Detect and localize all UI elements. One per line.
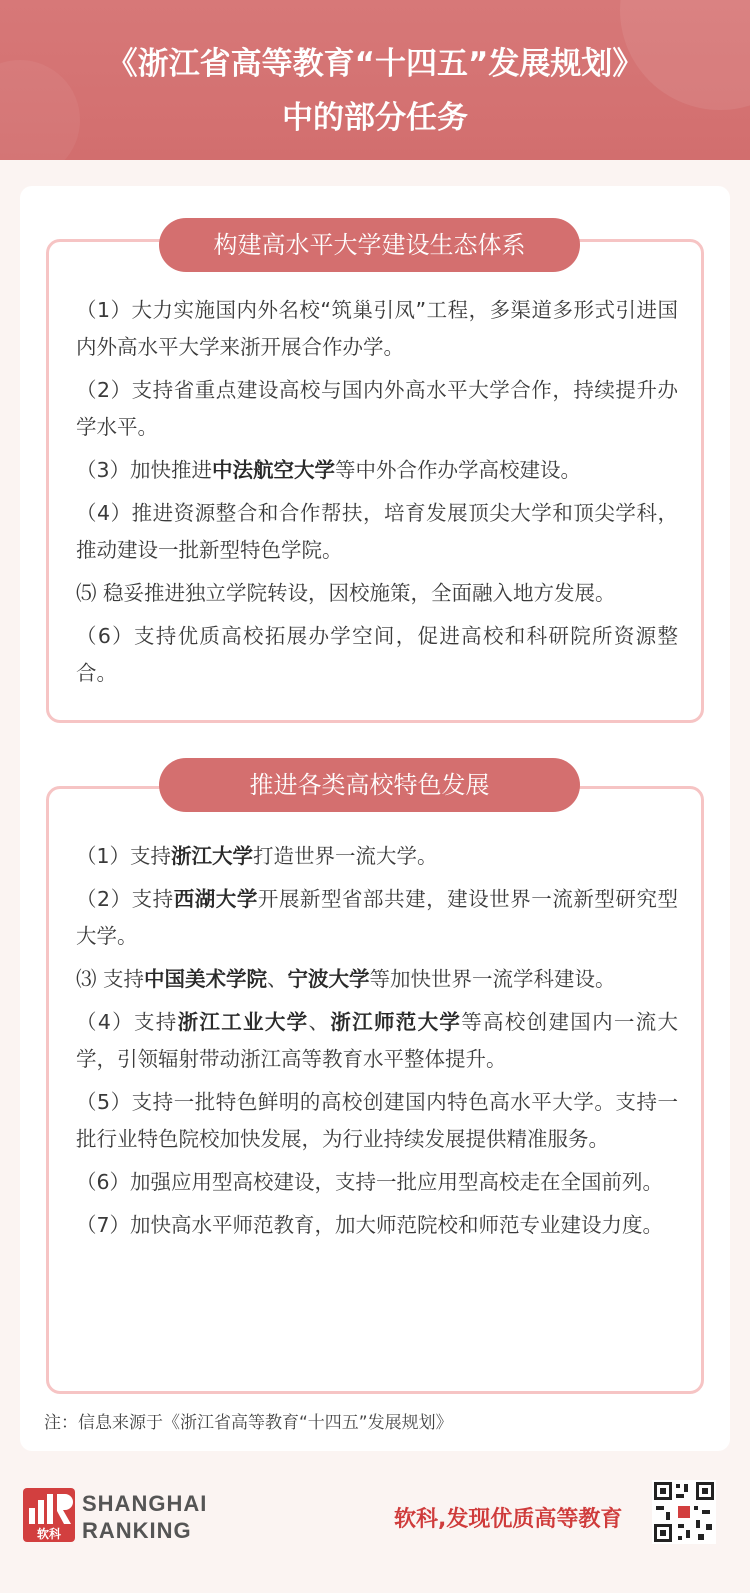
list-item — [76, 961, 678, 998]
list-item — [76, 1164, 678, 1201]
university-name: 浙江工业大学 — [177, 1010, 309, 1034]
list-item — [76, 575, 678, 612]
list-item — [76, 292, 678, 366]
item-text: （3）加快推进 — [76, 458, 213, 482]
list-item — [76, 1207, 678, 1244]
item-text: ⑸ 稳妥推进独立学院转设，因校施策，全面融入地方发展。 — [76, 581, 616, 605]
list-item — [76, 1084, 678, 1158]
item-text: 、 — [308, 1010, 331, 1034]
item-text: （2）支持省重点建设高校与国内外高水平大学合作，持续提升办学水平。 — [76, 378, 678, 439]
item-text: （4）推进资源整合和合作帮扶，培育发展顶尖大学和顶尖学科，推动建设一批新型特色学院。 — [76, 501, 678, 562]
university-name: 宁波大学 — [287, 967, 370, 991]
section-heading-2: 推进各类高校特色发展 — [159, 758, 580, 812]
university-name: 浙江师范大学 — [330, 1010, 462, 1034]
item-text: 打造世界一流大学。 — [253, 844, 438, 868]
item-text: （4）支持 — [76, 1010, 178, 1034]
item-text: （2）支持 — [76, 887, 174, 911]
slogan: 软科,发现优质高等教育 — [394, 1507, 623, 1532]
list-item — [76, 618, 678, 692]
item-text: 、 — [267, 967, 288, 991]
item-text: （5）支持一批特色鲜明的高校创建国内特色高水平大学。支持一批行业特色院校加快发展，为行业持续发展提供精准服务。 — [76, 1090, 678, 1151]
list-item — [76, 452, 678, 489]
item-text: 等加快世界一流学科建设。 — [369, 967, 616, 991]
item-text: （1）大力实施国内外名校“筑巢引凤”工程，多渠道多形式引进国内外高水平大学来浙开展合作办学。 — [76, 298, 678, 359]
qr-code-icon — [652, 1480, 716, 1544]
item-text: （1）支持 — [76, 844, 172, 868]
header-banner — [0, 0, 750, 160]
section-items-2 — [76, 838, 678, 1250]
university-name: 中国美术学院 — [144, 967, 268, 991]
brand-line2: RANKING — [82, 1518, 192, 1543]
page-title-line2: 中的部分任务 — [282, 100, 468, 136]
university-name: 浙江大学 — [171, 844, 254, 868]
item-text: （7）加快高水平师范教育，加大师范院校和师范专业建设力度。 — [76, 1213, 664, 1237]
university-name: 中法航空大学 — [212, 458, 336, 482]
logo-text: 软科 — [36, 1527, 62, 1541]
list-item — [76, 838, 678, 875]
list-item — [76, 881, 678, 955]
source-note: 注：信息来源于《浙江省高等教育“十四五”发展规划》 — [44, 1413, 453, 1433]
shanghai-ranking-logo — [23, 1488, 75, 1542]
item-text: 开展新型省部共建，建设世界一流新型研究型大学。 — [76, 887, 679, 948]
list-item — [76, 1004, 678, 1078]
item-text: 等高校创建国内一流大学，引领辐射带动浙江高等教育水平整体提升。 — [76, 1010, 679, 1071]
brand-line1: SHANGHAI — [82, 1491, 208, 1516]
page-title-line1: 《浙江省高等教育“十四五”发展规划》 — [106, 46, 644, 82]
item-text: 等中外合作办学高校建设。 — [335, 458, 582, 482]
item-text: ⑶ 支持 — [76, 967, 145, 991]
section-items-1 — [76, 292, 678, 698]
section-heading-1: 构建高水平大学建设生态体系 — [159, 218, 580, 272]
university-name: 西湖大学 — [173, 887, 258, 911]
list-item — [76, 495, 678, 569]
item-text: （6）加强应用型高校建设，支持一批应用型高校走在全国前列。 — [76, 1170, 664, 1194]
item-text: （6）支持优质高校拓展办学空间，促进高校和科研院所资源整合。 — [76, 624, 678, 685]
list-item — [76, 372, 678, 446]
